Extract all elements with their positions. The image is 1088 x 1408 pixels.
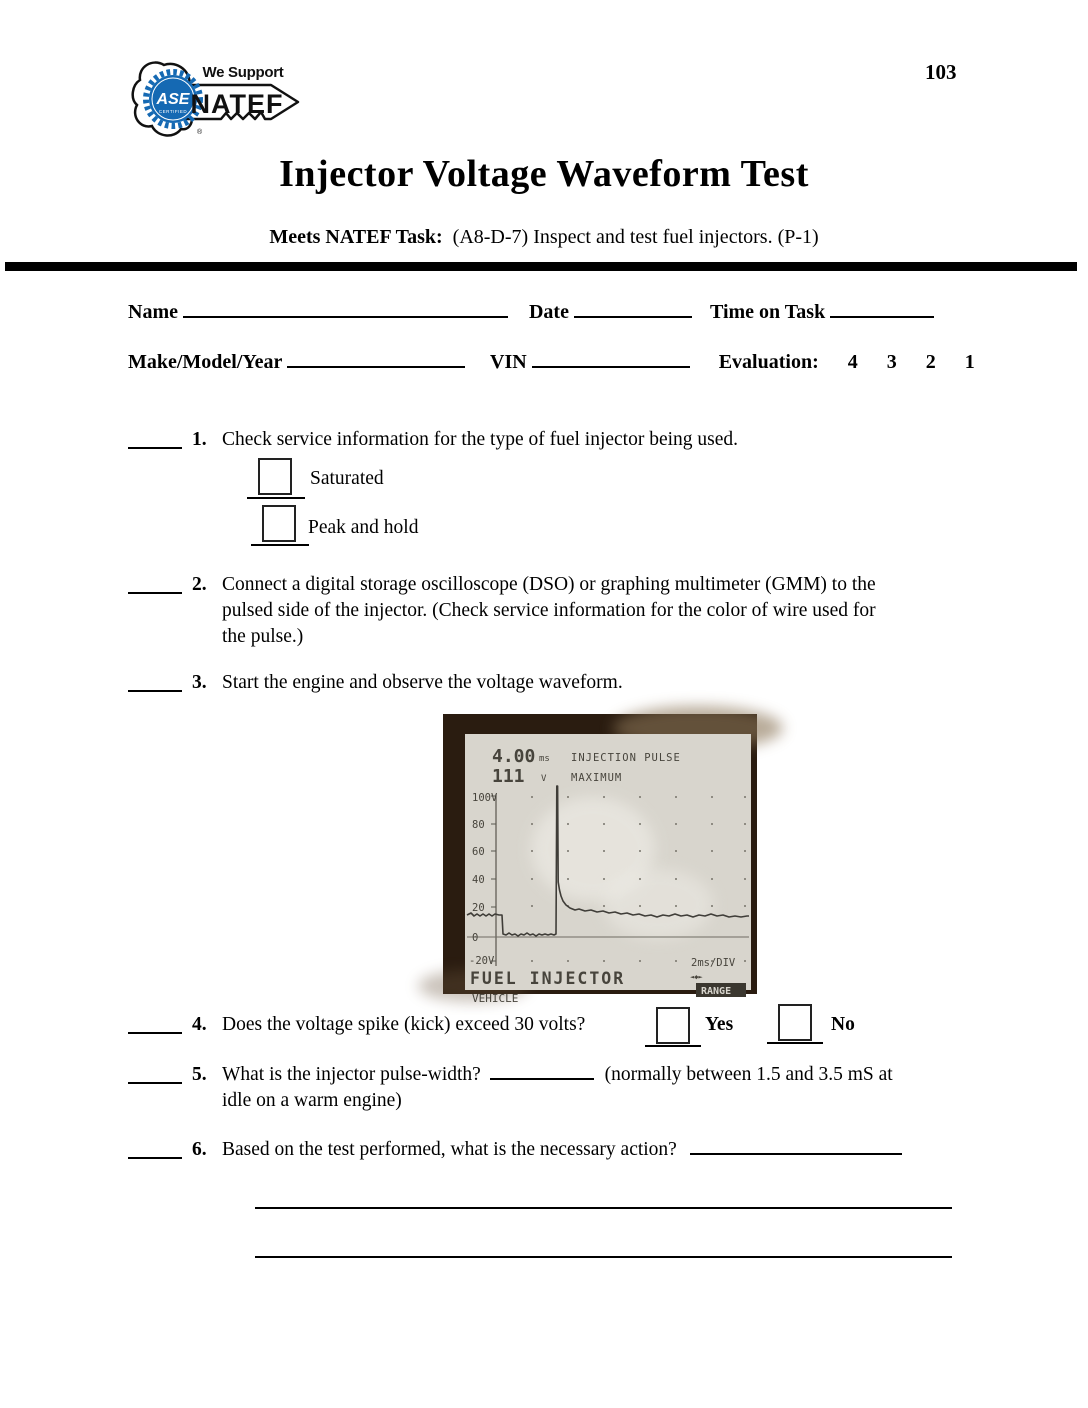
necessary-action-question: Based on the test performed, what is the necessary action? — [222, 1139, 677, 1160]
y-label-40: 40 — [472, 874, 485, 886]
checklist-item-3 — [128, 670, 958, 696]
pulse-width-note: (normally between 1.5 and 3.5 mS at — [604, 1064, 893, 1085]
field-row-vehicle-eval — [128, 350, 975, 374]
time-per-div-label: 2ms/DIV — [691, 957, 736, 969]
item-number: 4. — [192, 1014, 207, 1035]
item-5-line-1 — [222, 1062, 958, 1088]
item-number: 1. — [192, 429, 207, 450]
item-number: 3. — [192, 672, 207, 693]
date-label: Date — [528, 301, 569, 323]
option-label-peak-and-hold: Peak and hold — [308, 517, 419, 538]
vin-field[interactable] — [532, 350, 690, 368]
item-number: 2. — [192, 574, 207, 595]
registered-mark: ® — [197, 129, 203, 136]
checkbox-yes-underline — [645, 1045, 701, 1047]
name-label: Name — [128, 301, 178, 323]
answer-line-1[interactable] — [255, 1207, 952, 1209]
grade-blank-6[interactable] — [128, 1137, 182, 1159]
channel-label: FUEL INJECTOR — [470, 969, 626, 988]
maximum-label: MAXIMUM — [571, 772, 623, 784]
necessary-action-blank[interactable] — [690, 1138, 902, 1155]
pulse-width-question: What is the injector pulse-width? — [222, 1064, 481, 1085]
field-row-name-date-time — [128, 300, 948, 324]
y-label-80: 80 — [472, 819, 485, 831]
item-2-line-3: the pulse.) — [222, 626, 304, 647]
evaluation-score-4[interactable]: 4 — [847, 351, 858, 373]
item-text — [222, 1137, 958, 1163]
checkbox-saturated[interactable] — [258, 458, 292, 495]
evaluation-score-2[interactable]: 2 — [925, 351, 936, 373]
item-text: Does the voltage spike (kick) exceed 30 volts? — [222, 1014, 586, 1035]
header-divider — [5, 262, 1077, 271]
y-label-20: 20 — [472, 902, 485, 914]
page-number: 103 — [925, 60, 957, 84]
item-number: 5. — [192, 1064, 207, 1085]
checklist-item-1 — [128, 427, 958, 453]
grade-blank-1[interactable] — [128, 427, 182, 449]
date-field[interactable] — [574, 300, 692, 318]
item-5-line-2: idle on a warm engine) — [222, 1090, 402, 1111]
checklist-item-6 — [128, 1137, 958, 1163]
evaluation-label: Evaluation: — [718, 351, 819, 373]
time-on-task-label: Time on Task — [709, 301, 826, 323]
pulse-width-label: INJECTION PULSE — [571, 752, 681, 764]
pulse-width-value: 4.00 — [492, 746, 536, 767]
evaluation-score-1[interactable]: 1 — [964, 351, 975, 373]
checkbox-peak-and-hold[interactable] — [262, 505, 296, 542]
checkbox-no-underline — [767, 1042, 823, 1044]
natef-logo — [131, 56, 303, 140]
checkbox-no[interactable] — [778, 1004, 812, 1041]
item-text — [222, 572, 958, 650]
no-label: No — [831, 1014, 855, 1035]
source-label: VEHICLE — [472, 992, 519, 1005]
y-label-100v: 100V — [472, 792, 498, 804]
task-label: Meets NATEF Task: — [269, 226, 443, 248]
grade-blank-4[interactable] — [128, 1012, 182, 1034]
page-title: Injector Voltage Waveform Test — [279, 153, 809, 195]
grade-blank-5[interactable] — [128, 1062, 182, 1084]
time-on-task-field[interactable] — [830, 300, 934, 318]
maximum-unit: V — [541, 774, 547, 784]
ase-certified-text: CERTIFIED — [158, 109, 188, 114]
answer-line-2[interactable] — [255, 1256, 952, 1258]
checkbox-yes[interactable] — [656, 1007, 690, 1044]
item-number: 6. — [192, 1139, 207, 1160]
item-2-line-1: Connect a digital storage oscilloscope (DSO) or graphing multimeter (GMM) to the — [222, 574, 876, 595]
item-text: Check service information for the type of fuel injector being used. — [222, 429, 739, 450]
we-support-text: We Support — [202, 64, 284, 81]
checkbox-saturated-underline — [247, 497, 305, 499]
y-label-0: 0 — [472, 932, 479, 944]
natef-text: NATEF — [190, 89, 284, 119]
yes-label: Yes — [705, 1014, 734, 1035]
checklist-item-2 — [128, 572, 958, 650]
item-text — [222, 1062, 958, 1114]
oscilloscope-photo — [443, 714, 757, 1005]
checkbox-peak-underline — [251, 544, 309, 546]
task-text: (A8-D-7) Inspect and test fuel injectors. (P-1) — [452, 226, 819, 248]
name-field[interactable] — [183, 300, 508, 318]
option-label-saturated: Saturated — [310, 468, 384, 489]
natef-task-line — [0, 226, 1088, 249]
item-2-line-2: pulsed side of the injector. (Check service information for the color of wire used for — [222, 600, 876, 621]
grade-blank-2[interactable] — [128, 572, 182, 594]
y-label-neg20v: -20V — [469, 955, 495, 967]
range-nav-arrows-icon: ◄◆► — [690, 973, 703, 981]
checklist-item-5 — [128, 1062, 958, 1114]
make-model-year-field[interactable] — [287, 350, 465, 368]
y-label-60: 60 — [472, 846, 485, 858]
pulse-width-unit: ms — [539, 754, 550, 764]
grade-blank-3[interactable] — [128, 670, 182, 692]
pulse-width-answer-blank[interactable] — [490, 1063, 594, 1080]
maximum-value: 111 — [492, 766, 525, 787]
item-text: Start the engine and observe the voltage waveform. — [222, 672, 623, 693]
ase-text: ASE — [156, 91, 190, 108]
evaluation-score-3[interactable]: 3 — [886, 351, 897, 373]
make-model-year-label: Make/Model/Year — [128, 351, 283, 373]
range-button-label: RANGE — [701, 986, 732, 997]
vin-label: VIN — [490, 351, 527, 373]
